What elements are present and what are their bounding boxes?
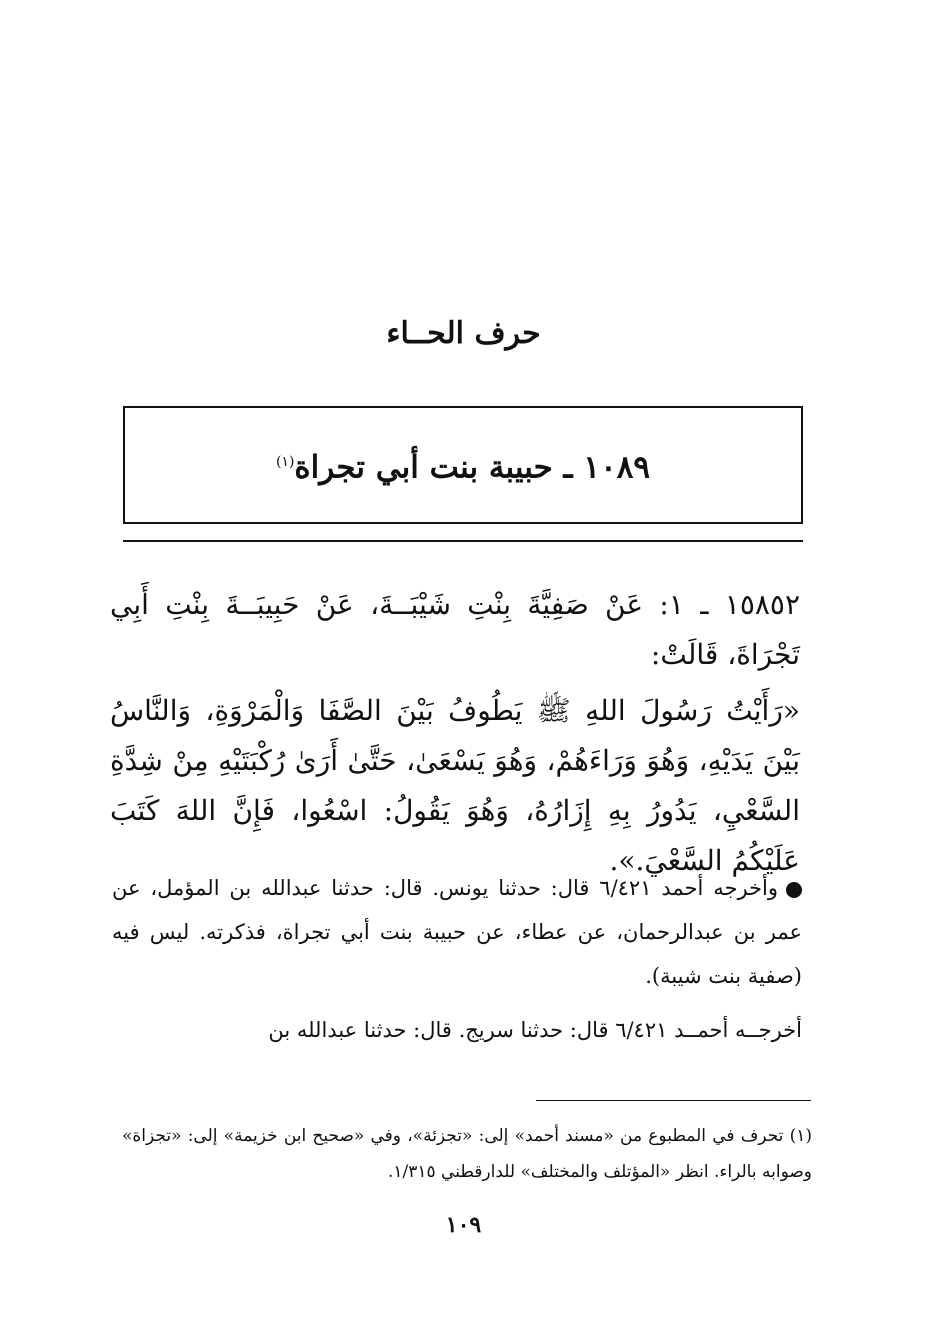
entry-heading	[276, 440, 650, 489]
takhrij-paragraph-1	[112, 866, 802, 998]
takhrij-paragraph-1-text: وأخرجه أحمد ٦/٤٢١ قال: حدثنا يونس. قال: حدثنا عبدالله بن المؤمل، عن عمر بن عبدالرحمان، عن عطاء، عن حبيبة بنت أبي تجراة، فذكرته. ليس فيه (صفية بنت شيبة).	[112, 876, 802, 988]
hadith-isnad: ١٥٨٥٢ ـ ١: عَنْ صَفِيَّةَ بِنْتِ شَيْبَــةَ، عَنْ حَبِيبَــةَ بِنْتِ أَبِي تَجْرَاةَ، قَالَتْ:	[110, 588, 800, 671]
page-number: ١٠٩	[445, 1212, 482, 1238]
footnote-block	[122, 1118, 812, 1190]
footnote-text: (١) تحرف في المطبوع من «مسند أحمد» إلى: «تجزئة»، وفي «صحيح ابن خزيمة» إلى: «تجزاة» وصوابه بالراء. انظر «المؤتلف والمختلف» للدارقطني ١/٣١٥.	[122, 1126, 812, 1182]
footnote-divider	[536, 1100, 811, 1101]
chapter-title: حرف الحــاء	[386, 316, 541, 351]
takhrij-paragraph-2: أخرجــه أحمــد ٦/٤٢١ قال: حدثنا سريج. قال: حدثنا عبدالله بن	[268, 1018, 802, 1042]
bullet-icon	[786, 882, 802, 898]
footnote-reference[interactable]: (١)	[275, 454, 295, 471]
entry-heading-text: ١٠٨٩ ـ حبيبة بنت أبي تجراة	[294, 449, 651, 486]
hadith-matn: «رَأَيْتُ رَسُولَ اللهِ ﷺ يَطُوفُ بَيْنَ الصَّفَا وَالْمَرْوَةِ، وَالنَّاسُ بَيْنَ يَدَيْهِ، وَهُوَ وَرَاءَهُمْ، وَهُوَ يَسْعَىٰ، حَتَّىٰ أَرَىٰ رُكْبَتَيْهِ مِنْ شِدَّةِ السَّعْيِ، يَدُورُ بِهِ إِزَارُهُ، وَهُوَ يَقُولُ: اسْعُوا، فَإِنَّ اللهَ كَتَبَ عَلَيْكُمُ السَّعْيَ.».	[110, 694, 800, 877]
hadith-block	[110, 580, 800, 886]
takhrij-block	[112, 866, 802, 1052]
entry-heading-box	[123, 406, 803, 524]
heading-divider	[123, 540, 803, 542]
